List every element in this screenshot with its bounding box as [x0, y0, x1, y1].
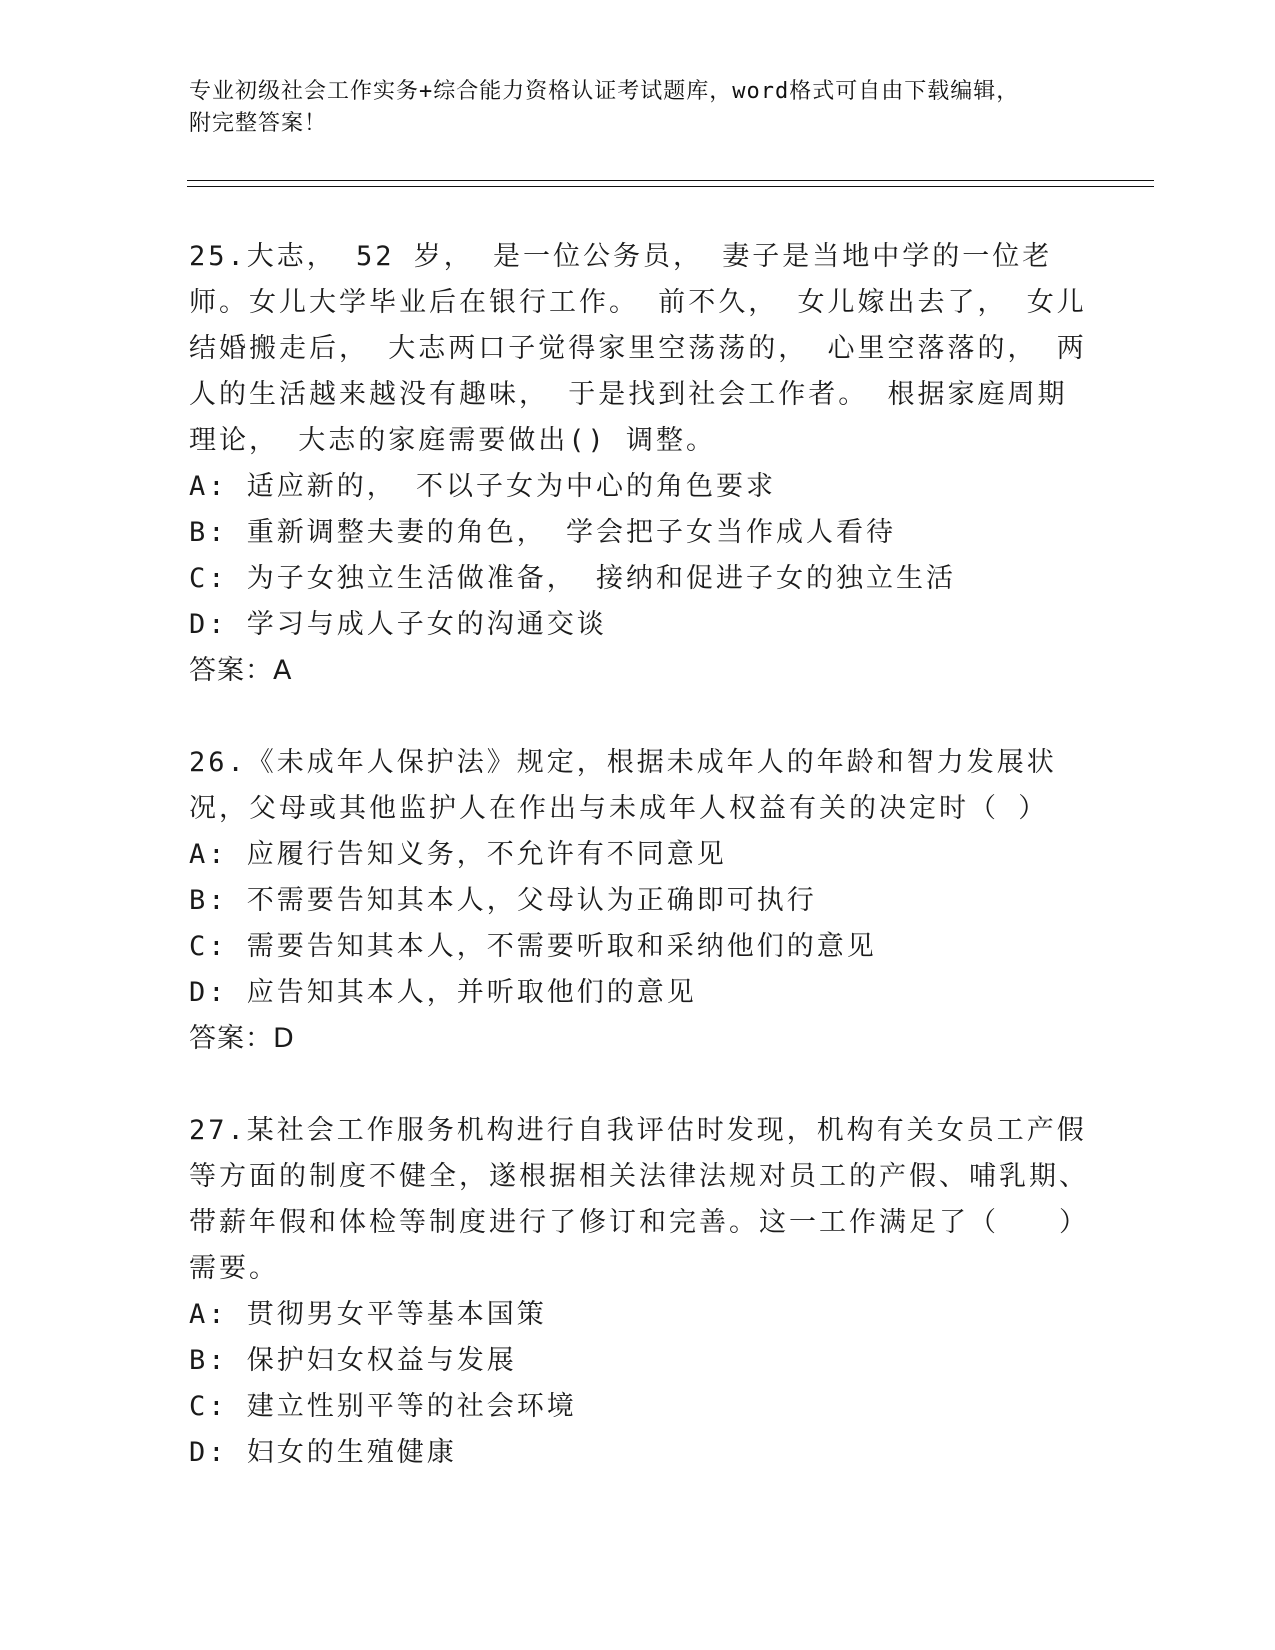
question-27 — [189, 1108, 1089, 1476]
option-b: B: 重新调整夫妻的角色， 学会把子女当作成人看待 — [189, 517, 897, 548]
answer-line: 答案：D — [189, 1023, 295, 1054]
question-stem: 27.某社会工作服务机构进行自我评估时发现，机构有关女员工产假等方面的制度不健全，遂根据相关法律法规对员工的产假、哺乳期、带薪年假和体检等制度进行了修订和完善。这一工作满足了（ ）需要。 — [189, 1115, 1089, 1284]
question-26 — [189, 740, 1089, 1062]
question-stem: 25.大志， 52 岁， 是一位公务员， 妻子是当地中学的一位老师。女儿大学毕业后在银行工作。 前不久， 女儿嫁出去了， 女儿结婚搬走后， 大志两口子觉得家里空荡荡的， 心里空落落的， 两人的生活越来越没有趣味， 于是找到社会工作者。 根据家庭周期理论， 大志的家庭需要做出() 调整。 — [189, 241, 1087, 456]
option-a: A: 应履行告知义务，不允许有不同意见 — [189, 839, 727, 870]
option-list — [189, 832, 1089, 1016]
option-list — [189, 1292, 1089, 1476]
question-stem: 26.《未成年人保护法》规定，根据未成年人的年龄和智力发展状况，父母或其他监护人在作出与未成年人权益有关的决定时（ ） — [189, 747, 1057, 824]
option-a: A: 适应新的， 不以子女为中心的角色要求 — [189, 471, 777, 502]
question-list — [189, 234, 1089, 1522]
header-line-1: 专业初级社会工作实务+综合能力资格认证考试题库，word格式可自由下载编辑， — [189, 79, 1020, 104]
document-header — [189, 76, 1089, 140]
option-list — [189, 464, 1089, 648]
option-d: D: 妇女的生殖健康 — [189, 1437, 457, 1468]
answer-line: 答案：A — [189, 655, 293, 686]
option-c: C: 建立性别平等的社会环境 — [189, 1391, 577, 1422]
option-c: C: 为子女独立生活做准备， 接纳和促进子女的独立生活 — [189, 563, 957, 594]
question-25 — [189, 234, 1089, 694]
option-b: B: 保护妇女权益与发展 — [189, 1345, 517, 1376]
header-line-2: 附完整答案！ — [189, 111, 328, 136]
option-c: C: 需要告知其本人，不需要听取和采纳他们的意见 — [189, 931, 877, 962]
option-d: D: 应告知其本人，并听取他们的意见 — [189, 977, 697, 1008]
option-d: D: 学习与成人子女的沟通交谈 — [189, 609, 607, 640]
option-a: A: 贯彻男女平等基本国策 — [189, 1299, 547, 1330]
header-divider-top — [187, 180, 1154, 181]
option-b: B: 不需要告知其本人，父母认为正确即可执行 — [189, 885, 817, 916]
header-divider-bottom — [187, 186, 1154, 187]
